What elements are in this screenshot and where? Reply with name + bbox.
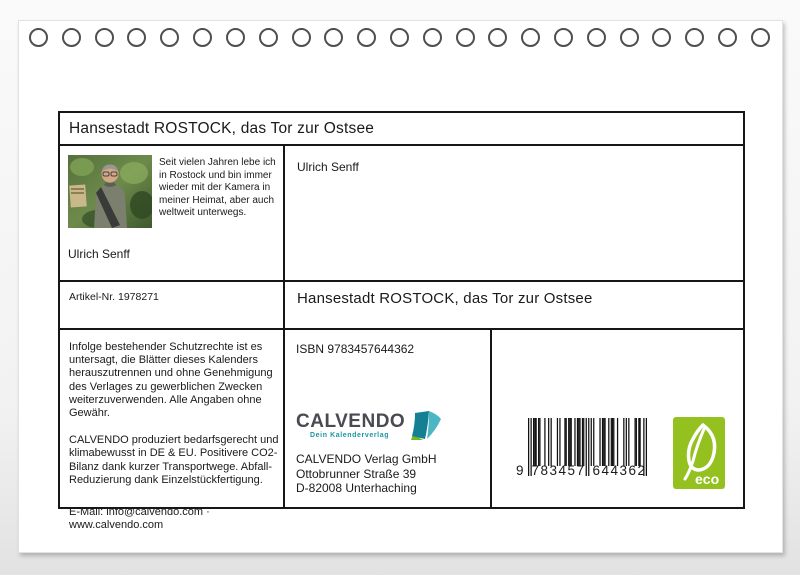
website-text: www.calvendo.com <box>69 519 164 532</box>
legal-paragraph-2: CALVENDO produziert bedarfsgerecht und klimabewusst in DE & EU. Positivere CO2-Bilanz dank kurzer Transportwege. Abfall-Reduzierung dank Einzelstückfertigung. <box>69 434 279 486</box>
barcode-digit-group: 783457 <box>531 463 586 478</box>
binding-hole <box>324 28 343 47</box>
author-cell <box>60 146 285 280</box>
calvendo-logo-tagline: Dein Kalenderverlag <box>310 432 390 439</box>
barcode-digit-group: 9 <box>516 463 524 478</box>
bottom-row <box>60 330 743 532</box>
publisher-name: CALVENDO Verlag GmbH <box>296 452 437 466</box>
binding-hole <box>423 28 442 47</box>
binding-hole <box>718 28 737 47</box>
binding-hole <box>456 28 475 47</box>
article-number-cell <box>60 282 285 328</box>
info-table <box>58 111 745 532</box>
binding-hole <box>620 28 639 47</box>
isbn-text: ISBN 9783457644362 <box>296 342 415 356</box>
calendar-title-cell <box>285 282 743 328</box>
calvendo-logo-text: CALVENDO <box>296 411 406 432</box>
ean-barcode <box>516 418 650 478</box>
binding-hole <box>521 28 540 47</box>
binding-holes <box>29 28 770 47</box>
author-photo <box>68 155 152 228</box>
photographer-name: Ulrich Senff <box>297 160 359 174</box>
article-row <box>60 282 743 330</box>
calendar-title: Hansestadt ROSTOCK, das Tor zur Ostsee <box>297 290 593 307</box>
eco-label: eco <box>695 471 720 487</box>
email-text: E-Mail: info@calvendo.com · <box>69 506 210 519</box>
page-title: Hansestadt ROSTOCK, das Tor zur Ostsee <box>69 119 375 137</box>
binding-hole <box>226 28 245 47</box>
author-row <box>60 146 743 282</box>
legal-paragraph-1: Infolge bestehender Schutzrechte ist es untersagt, die Blätter dieses Kalenders herauszutrennen und ohne Genehmigung des Verlages zu gewerblichen Zwecken weiterzuverwenden. Alle Angaben ohne Gewähr. <box>69 341 273 420</box>
publisher-city: D-82008 Unterhaching <box>296 481 417 495</box>
author-name: Ulrich Senff <box>68 247 130 261</box>
binding-hole <box>62 28 81 47</box>
binding-hole <box>554 28 573 47</box>
binding-hole <box>292 28 311 47</box>
publisher-street: Ottobrunner Straße 39 <box>296 466 417 481</box>
calvendo-logo-icon <box>409 410 443 442</box>
publisher-cell <box>285 330 492 507</box>
binding-hole <box>488 28 507 47</box>
eco-badge <box>673 417 725 489</box>
title-row <box>60 113 743 146</box>
binding-hole <box>193 28 212 47</box>
binding-hole <box>587 28 606 47</box>
binding-hole <box>95 28 114 47</box>
binding-hole <box>160 28 179 47</box>
calvendo-logo <box>296 412 446 442</box>
author-bio: Seit vielen Jahren lebe ich in Rostock und bin immer wieder mit der Kamera in meiner Heimat, aber auch weltweit unterwegs. <box>159 157 276 218</box>
binding-hole <box>390 28 409 47</box>
binding-hole <box>127 28 146 47</box>
calendar-back-card <box>18 20 783 553</box>
barcode-cell <box>492 330 743 507</box>
binding-hole <box>357 28 376 47</box>
binding-hole <box>652 28 671 47</box>
barcode-digit-group: 644362 <box>592 463 647 478</box>
article-number: Artikel-Nr. 1978271 <box>69 291 159 303</box>
photographer-cell <box>285 146 743 280</box>
binding-hole <box>259 28 278 47</box>
binding-hole <box>751 28 770 47</box>
legal-cell <box>60 330 285 532</box>
page-bottom-shadow <box>0 553 800 575</box>
binding-hole <box>29 28 48 47</box>
barcode-digits <box>516 463 650 478</box>
binding-hole <box>685 28 704 47</box>
